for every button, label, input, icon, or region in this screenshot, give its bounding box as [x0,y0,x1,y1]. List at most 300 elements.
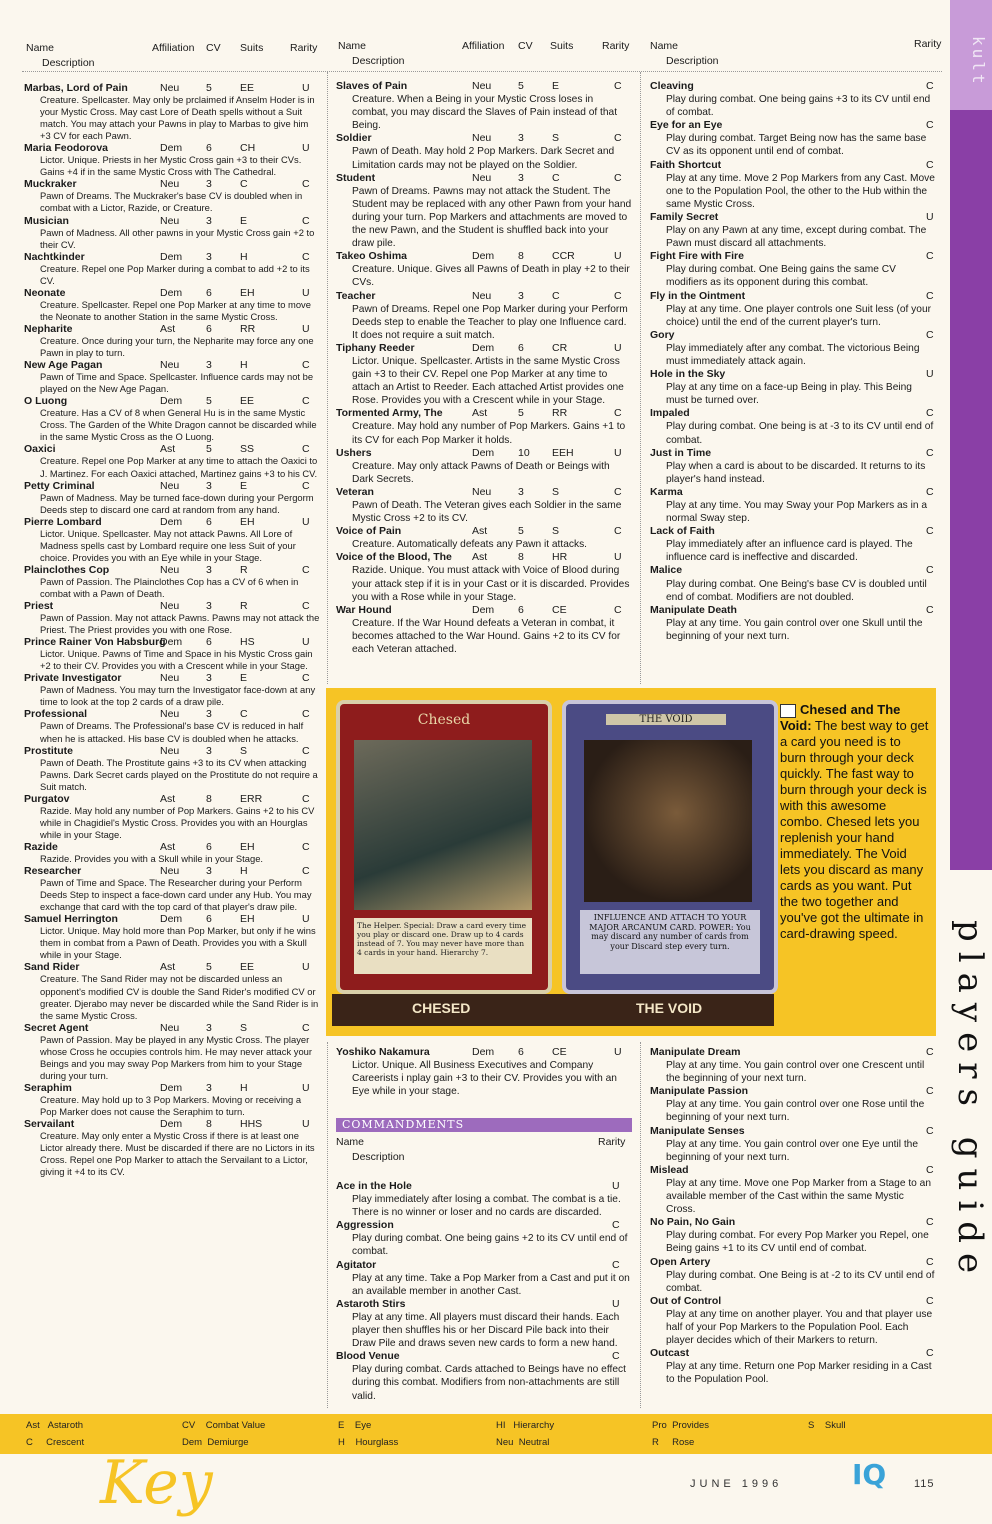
card-cv: 5 [518,407,524,420]
card-description: Pawn of Death. May hold 2 Pop Markers. Dark Secret and Limitation cards may not be played on the Soldier. [352,146,615,171]
card-description: Razide. May hold any number of Pop Markers. Gains +2 to his CV while in Chagidiel's Mystic Cross. Provides you with an Hourglas while in your Stage. [40,804,315,840]
card-description: Lictor. Unique. All Business Executives and Company Careerists i nplay gain +3 to their CV. Provides you with an Eye while in your stage. [352,1060,617,1098]
card-suits: EH [240,840,255,853]
card-entry [24,142,320,178]
card-name: Tiphany Reeder [336,341,415,354]
card-description: Pawn of Madness. May be turned face-down during your Pergorm Deeds step to discard one card at random from any hand. [40,491,314,515]
card-rarity: C [302,563,310,576]
card-description: Pawn of Passion. The Plainclothes Cop has a CV of 6 when in combat with a Pawn of Death. [40,575,299,599]
card-rarity: U [302,636,310,649]
card-cv: 6 [206,515,212,528]
card-affiliation: Dem [472,250,495,263]
card-rarity: C [926,1124,934,1137]
column-divider [327,72,328,684]
card-rarity: C [926,1255,934,1268]
card-name: Nepharite [24,322,73,335]
card-suits: E [240,479,248,492]
card-description: Creature. Automatically defeats any Pawn it attacks. [352,539,587,551]
card-name: Cleaving [650,80,694,92]
card-suits: HS [240,636,255,649]
card-name: Hole in the Sky [650,368,726,381]
card-name: Prince Rainer Von Habsburg [24,636,166,649]
combo-headline: Chesed and The Void: [780,702,901,733]
key-item: E Eye [338,1420,372,1431]
card-suits: CE [552,1046,567,1058]
card-cv: 6 [518,341,524,354]
card-description: Play at any time. You gain control over one Eye until the beginning of your next turn. [666,1138,919,1163]
card-description: Pawn of Dreams. Pawns may not attack the Student. The Student may be replaced with any other Pawn from your hand during your turn. Pop Markers and attachments are moved to the new Pawn, and the Student is shuffled back into your draw pile. [352,185,632,250]
card-suits: EH [240,913,255,926]
card-cv: 3 [206,563,212,576]
card-entry [650,159,936,211]
card-list-column-2-lower [336,1046,632,1098]
card-entry [650,1347,936,1386]
card-name: Tormented Army, The [336,407,443,420]
commandments-header-description: Description [352,1151,405,1163]
card-rarity: C [302,840,310,853]
card-entry [650,290,936,329]
card-affiliation: Dem [160,250,183,263]
card-entry [24,564,320,600]
card-name: Soldier [336,132,372,145]
card-name: Private Investigator [24,672,122,685]
card-rarity: U [302,142,310,155]
card-name: Manipulate Passion [650,1085,749,1098]
card-suits: E [240,214,248,227]
card-name: Malice [650,564,683,577]
card-description: Creature. When a Being in your Mystic Cross loses in combat, you may discard the Slaves of Pain instead of that Being. [352,94,618,132]
card-rarity: C [614,289,622,302]
card-rarity: C [926,446,934,459]
card-description: Play on any Pawn at any time, except during combat. The Pawn must discard all attachments. [666,225,927,250]
card-description: Play at any time. You gain control over one Crescent until the beginning of your next turn. [666,1060,925,1085]
card-entry [650,80,936,119]
card-name: Ushers [336,446,372,459]
card-entry [24,251,320,287]
card-entry [650,1256,936,1295]
card-name: Razide [24,840,58,853]
card-rarity: U [612,1180,620,1192]
card-suits: HR [552,551,568,564]
card-cv: 3 [206,708,212,721]
card-suits: H [240,250,248,263]
card-cv: 3 [206,1081,212,1094]
card-cv: 3 [206,250,212,263]
column-divider [640,1042,641,1408]
card-affiliation: Dem [160,636,183,649]
card-entry [24,215,320,251]
card-cv: 6 [206,840,212,853]
card-affiliation: Neu [160,672,180,685]
card-rarity: U [614,1046,622,1058]
caption-void: THE VOID [636,1000,703,1016]
card-description: Play during combat. One Being's base CV is doubled until end of combat. Modifiers are not doubled. [666,578,927,603]
card-description: Creature. The Sand Rider may not be discarded unless an opponent's modified CV is double the Sand Rider's modified CV or greater. Djerabo may never be discarded while the Sand Rider is in the same Mystic Cross. [40,973,319,1021]
card-description: Creature. May only enter a Mystic Cross if there is at least one Lictor already there. Must be discarded if there are no Lictors in its Cross. Repel one Pop Marker to attach the Servailant to a Lictor, giving it +4 to its CV. [40,1130,315,1178]
header-name: Name [26,42,55,54]
card-cv: 5 [518,525,524,538]
card-cv: 6 [518,603,524,616]
card-affiliation: Neu [160,1021,180,1034]
side-tab [950,0,992,870]
card-name: Outcast [650,1347,690,1360]
card-affiliation: Neu [160,600,180,613]
card-cv: 6 [206,913,212,926]
caption-chesed: CHESED [412,1000,471,1016]
card-cv: 3 [206,1021,212,1034]
header-name-3: Name [650,40,679,52]
card-name: Veteran [336,485,374,498]
key-item: Dem Demiurge [182,1437,249,1448]
card-rarity: C [302,672,310,685]
card-cv: 3 [206,178,212,191]
card-description: Pawn of Time and Space. Spellcaster. Influence cards may not be played on the New Age Pagan. [40,371,314,395]
card-entry [650,604,936,643]
card-rarity: C [302,178,310,191]
card-affiliation: Neu [160,479,180,492]
card-entry [24,793,320,841]
card-entry [24,323,320,359]
card-name: Takeo Oshima [336,250,407,263]
card-affiliation: Ast [160,792,176,805]
card-name: Manipulate Senses [650,1124,745,1137]
card-name: Voice of Pain [336,525,402,538]
card-rarity: C [926,1085,934,1098]
card-description: Creature. May hold any number of Pop Markers. Gains +1 to its CV for each Pop Marker it holds. [352,421,626,446]
card-description: Play when a card is about to be discarded. It returns to its player's hand instead. [666,460,926,485]
card-entry [336,486,632,525]
card-name: Lack of Faith [650,525,715,538]
card-entry [650,407,936,446]
card-entry [336,342,632,407]
card-entry [24,636,320,672]
card-rarity: C [302,395,310,408]
card-description: Lictor. Unique. Pawns of Time and Space in his Mystic Cross gain +2 to their CV. Provides you with a Crescent while in your Stage. [40,648,313,672]
card-affiliation: Neu [160,82,180,94]
card-rarity: C [926,1216,934,1229]
card-rarity: U [302,322,310,335]
card-name: Mislead [650,1163,689,1176]
card-rarity: C [302,865,310,878]
card-suits: CR [552,341,568,354]
card-rarity: C [302,708,310,721]
card-description: Razide. Provides you with a Skull while in your Stage. [40,853,264,864]
card-suits: E [552,80,560,92]
card-name: Nachtkinder [24,250,85,263]
card-description: Play at any time. One player controls one Suit less (of your choice) until the end of the current player's turn. [666,303,931,328]
card-cv: 10 [518,446,530,459]
card-affiliation: Ast [472,525,488,538]
card-entry [650,1046,936,1085]
card-entry [336,1298,632,1350]
card-rarity: C [614,171,622,184]
card-name: Servailant [24,1118,75,1131]
card-rarity: C [302,443,310,456]
card-description: Play at any time. Move 2 Pop Markers from any Cast. Move one to the Population Pool, the other to the Hub within the same Mystic Cross. [666,172,935,210]
card-rarity: U [302,515,310,528]
card-entry [24,178,320,214]
card-name: Blood Venue [336,1350,400,1363]
chesed-card-text: The Helper. Special: Draw a card every time you play or discard one. Draw up to 4 cards instead of 7. You may never have more than 4 cards in your hand. Hierarchy 7. [354,918,532,974]
card-list-column-3-lower [650,1046,936,1386]
card-affiliation: Neu [472,289,492,302]
card-entry [336,172,632,251]
card-name: Eye for an Eye [650,119,723,132]
commandments-heading: COMMANDMENTS [336,1118,632,1132]
header-description: Description [42,57,95,69]
chesed-card-title: Chesed [417,712,471,728]
card-entry [24,745,320,793]
card-suits: EH [240,286,255,299]
card-description: Pawn of Dreams. Repel one Pop Marker during your Perform Deeds step to enable the Teacher to play one Influence card. It does not require a suit match. [352,303,628,341]
card-description: Play immediately after an influence card is played. The influence card is ineffective and discarded. [666,539,913,564]
card-entry [336,1046,632,1098]
card-entry [336,551,632,603]
card-suits: EE [240,82,255,94]
card-description: Play at any time on another player. You and that player use half of your Pop Markers to the Population Pool. Each player decides which of their Markers to return. [666,1308,933,1347]
card-cv: 3 [206,479,212,492]
card-affiliation: Dem [472,1046,495,1058]
card-rarity: C [926,328,934,341]
card-cv: 3 [518,485,524,498]
card-rarity: U [614,341,622,354]
key-item: HI Hierarchy [496,1420,555,1431]
commandments-header-name: Name [336,1136,365,1148]
card-entry [336,132,632,171]
card-name: War Hound [336,603,392,616]
card-entry [24,1082,320,1118]
card-affiliation: Neu [160,359,180,372]
void-card-text: INFLUENCE AND ATTACH TO YOUR MAJOR ARCANUM CARD. POWER: You may discard any number of cards from your Discard step every turn. [580,910,760,974]
card-entry [650,211,936,250]
card-entry [24,1118,320,1178]
card-rarity: C [926,485,934,498]
card-cv: 3 [206,672,212,685]
key-item: S Skull [808,1420,846,1431]
key-item: Pro Provides [652,1420,710,1431]
card-description: Creature. May hold up to 3 Pop Markers. Moving or receiving a Pop Marker does not cause the Seraphim to turn. [40,1093,302,1117]
void-card-title: THE VOID [606,714,726,725]
card-name: Impaled [650,407,690,420]
card-suits: C [552,171,560,184]
card-cv: 5 [206,961,212,974]
card-entry [650,329,936,368]
key-item: R Rose [652,1437,695,1448]
header-rule [22,71,942,72]
column-divider [327,1042,328,1408]
card-name: Family Secret [650,210,719,223]
card-description: Play at any time. All players must discard their hands. Each player then shuffles his or her Discard Pile back into their Draw Pile and draws seven new cards to form a new hand. [352,1311,620,1350]
card-affiliation: Ast [472,551,488,564]
card-name: Marbas, Lord of Pain [24,82,128,94]
card-description: Pawn of Dreams. The Professional's base CV is reduced in half when he is attacked. His base CV is doubled when he attacks. [40,720,304,744]
card-entry [336,80,632,132]
card-name: Sand Rider [24,961,80,974]
card-description: Play during combat. One Being gains the same CV modifiers as its opponent during this combat. [666,264,896,289]
card-suits: HHS [240,1118,263,1131]
card-caption-bar [332,994,774,1026]
checkbox-bullet-icon [780,704,796,718]
card-rarity: U [614,446,622,459]
key-item: Ast Astaroth [26,1420,84,1431]
card-cv: 5 [518,80,524,92]
card-name: Teacher [336,289,376,302]
card-description: Pawn of Time and Space. The Researcher during your Perform Deeds Step to inspect a face-down card under any Hub. You may exchange that card with the top card of that player's draw pile. [40,877,312,913]
card-cv: 5 [206,443,212,456]
header-description-3: Description [666,55,719,67]
card-suits: SS [240,443,255,456]
card-rarity: U [302,82,310,94]
card-rarity: C [926,289,934,302]
card-affiliation: Dem [472,341,495,354]
card-name: Karma [650,485,683,498]
card-name: Musician [24,214,69,227]
card-rarity: C [302,1021,310,1034]
card-suits: S [552,525,560,538]
card-cv: 3 [518,289,524,302]
card-affiliation: Ast [160,840,176,853]
card-description: Creature. Has a CV of 8 when General Hu is in the same Mystic Cross. The Garden of the White Dragon cannot be discarded while in the same Mystic Cross as the O Luong. [40,407,317,443]
key-item: C Crescent [26,1437,85,1448]
card-affiliation: Neu [160,214,180,227]
void-card-art [584,740,752,902]
card-entry [24,841,320,865]
card-description: Play during combat. One being gains +3 to its CV until end of combat. [666,94,931,119]
card-rarity: C [612,1350,620,1363]
card-description: Play immediately after any combat. The victorious Being must immediately attack again. [666,342,920,367]
card-entry [650,564,936,603]
card-description: Play during combat. One being is at -3 to its CV until end of combat. [666,421,934,446]
card-suits: S [240,744,248,757]
card-name: Gory [650,328,675,341]
card-name: Just in Time [650,446,712,459]
card-cv: 8 [518,250,524,263]
card-description: Play during combat. For every Pop Marker you Repel, one Being gains +1 to its CV until end of combat. [666,1230,929,1255]
header-affiliation-2: Affiliation [462,40,505,52]
header-affiliation: Affiliation [152,42,195,54]
combo-tip [780,702,930,942]
card-description: Creature. Unique. Gives all Pawns of Death in play +2 to their CVs. [352,264,630,289]
card-description: Play at any time on a face-up Being in play. This Being must be turned over. [666,382,912,407]
card-rarity: C [614,603,622,616]
header-rarity-3: Rarity [914,38,942,50]
card-suits: C [240,708,248,721]
card-cv: 6 [518,1046,524,1058]
card-suits: RR [552,407,568,420]
card-suits: S [552,132,560,145]
card-cv: 8 [206,1118,212,1131]
card-entry [336,290,632,342]
card-suits: C [240,178,248,191]
card-affiliation: Ast [160,322,176,335]
card-description: Creature. Repel one Pop Marker during a combat to add +2 to its CV. [40,262,310,286]
key-item: CV Combat Value [182,1420,266,1431]
card-description: Creature. Once during your turn, the Nepharite may force any one Pawn in play to turn. [40,334,314,359]
card-entry [650,1216,936,1255]
card-description: Creature. Repel one Pop Marker at any time to attach the Oaxici to J. Martinez. For each Oaxici attached, Martinez gains +3 to his CV. [40,455,318,479]
card-description: Creature. Spellcaster. May only be prclaimed if Anselm Hoder is in your Mystic Cross. May cast Lore of Death spells without a Suit match. You may attach your Pawns in play to Marbas to give him +3 CV for each Pawn. [40,94,315,142]
card-entry [24,865,320,913]
card-name: Ace in the Hole [336,1180,412,1192]
card-entry [336,1259,632,1298]
card-name: Aggression [336,1219,394,1232]
card-cv: 8 [206,792,212,805]
card-description: Play immediately after losing a combat. The combat is a tie. There is no winner or loser and no cards are discarded. [352,1194,621,1219]
card-affiliation: Dem [160,395,183,408]
card-entry [336,1219,632,1258]
card-entry [24,708,320,744]
iq-logo: IQ [852,1458,887,1491]
card-name: Samuel Herrington [24,913,118,926]
card-affiliation: Neu [160,708,180,721]
card-rarity: U [614,250,622,263]
card-entry [336,525,632,551]
card-name: Researcher [24,865,82,878]
card-name: Professional [24,708,88,721]
card-name: Open Artery [650,1255,711,1268]
card-rarity: C [926,250,934,263]
card-suits: EE [240,961,255,974]
card-description: Pawn of Death. The Prostitute gains +3 to its CV when attacking Pawns. Dark Secret cards played on the Prostitute do not require a Suit match. [40,756,318,792]
card-rarity: U [926,210,934,223]
void-card-image [562,700,778,994]
header-cv: CV [206,42,221,54]
card-entry [336,250,632,289]
card-entry [650,1085,936,1124]
card-affiliation: Neu [472,132,492,145]
card-description: Pawn of Madness. All other pawns in your Mystic Cross gain +2 to their CV. [40,226,315,250]
card-rarity: C [302,250,310,263]
card-rarity: C [926,564,934,577]
chesed-card-art [354,740,532,910]
card-description: Lictor. Unique. Priests in her Mystic Cross gain +3 to their CVs. Gains +4 if in the same Mystic Cross with The Cathedral. [40,154,302,178]
card-affiliation: Dem [160,142,183,155]
card-entry [650,250,936,289]
card-suits: CCR [552,250,575,263]
card-suits: C [552,289,560,302]
card-rarity: C [302,744,310,757]
card-affiliation: Ast [472,407,488,420]
card-name: Maria Feodorova [24,142,109,155]
card-name: Prostitute [24,744,74,757]
card-description: Creature. May only attack Pawns of Death or Beings with Dark Secrets. [352,460,610,485]
card-name: Faith Shortcut [650,158,722,171]
card-entry [650,119,936,158]
card-rarity: C [926,525,934,538]
card-description: Lictor. Unique. May hold more than Pop Marker, but only if he wins them in combat from a Pawn of Death. Provides you with a Skull while in your Stage. [40,925,316,961]
card-rarity: C [926,80,934,92]
card-suits: ERR [240,792,263,805]
card-entry [24,516,320,564]
card-description: Play at any time. You gain control over one Rose until the beginning of your next turn. [666,1099,925,1124]
card-suits: R [240,600,248,613]
card-suits: H [240,865,248,878]
card-rarity: C [926,1294,934,1307]
card-affiliation: Ast [160,961,176,974]
card-affiliation: Dem [160,515,183,528]
key-wordmark: Key [100,1448,213,1518]
card-entry [24,395,320,443]
card-name: Agitator [336,1258,377,1271]
card-entry [24,287,320,323]
card-rarity: U [302,286,310,299]
card-entry [650,1125,936,1164]
card-cv: 3 [206,744,212,757]
commandments-header-rarity: Rarity [598,1136,626,1148]
card-rarity: U [926,368,934,381]
card-affiliation: Dem [472,446,495,459]
card-rarity: C [926,407,934,420]
